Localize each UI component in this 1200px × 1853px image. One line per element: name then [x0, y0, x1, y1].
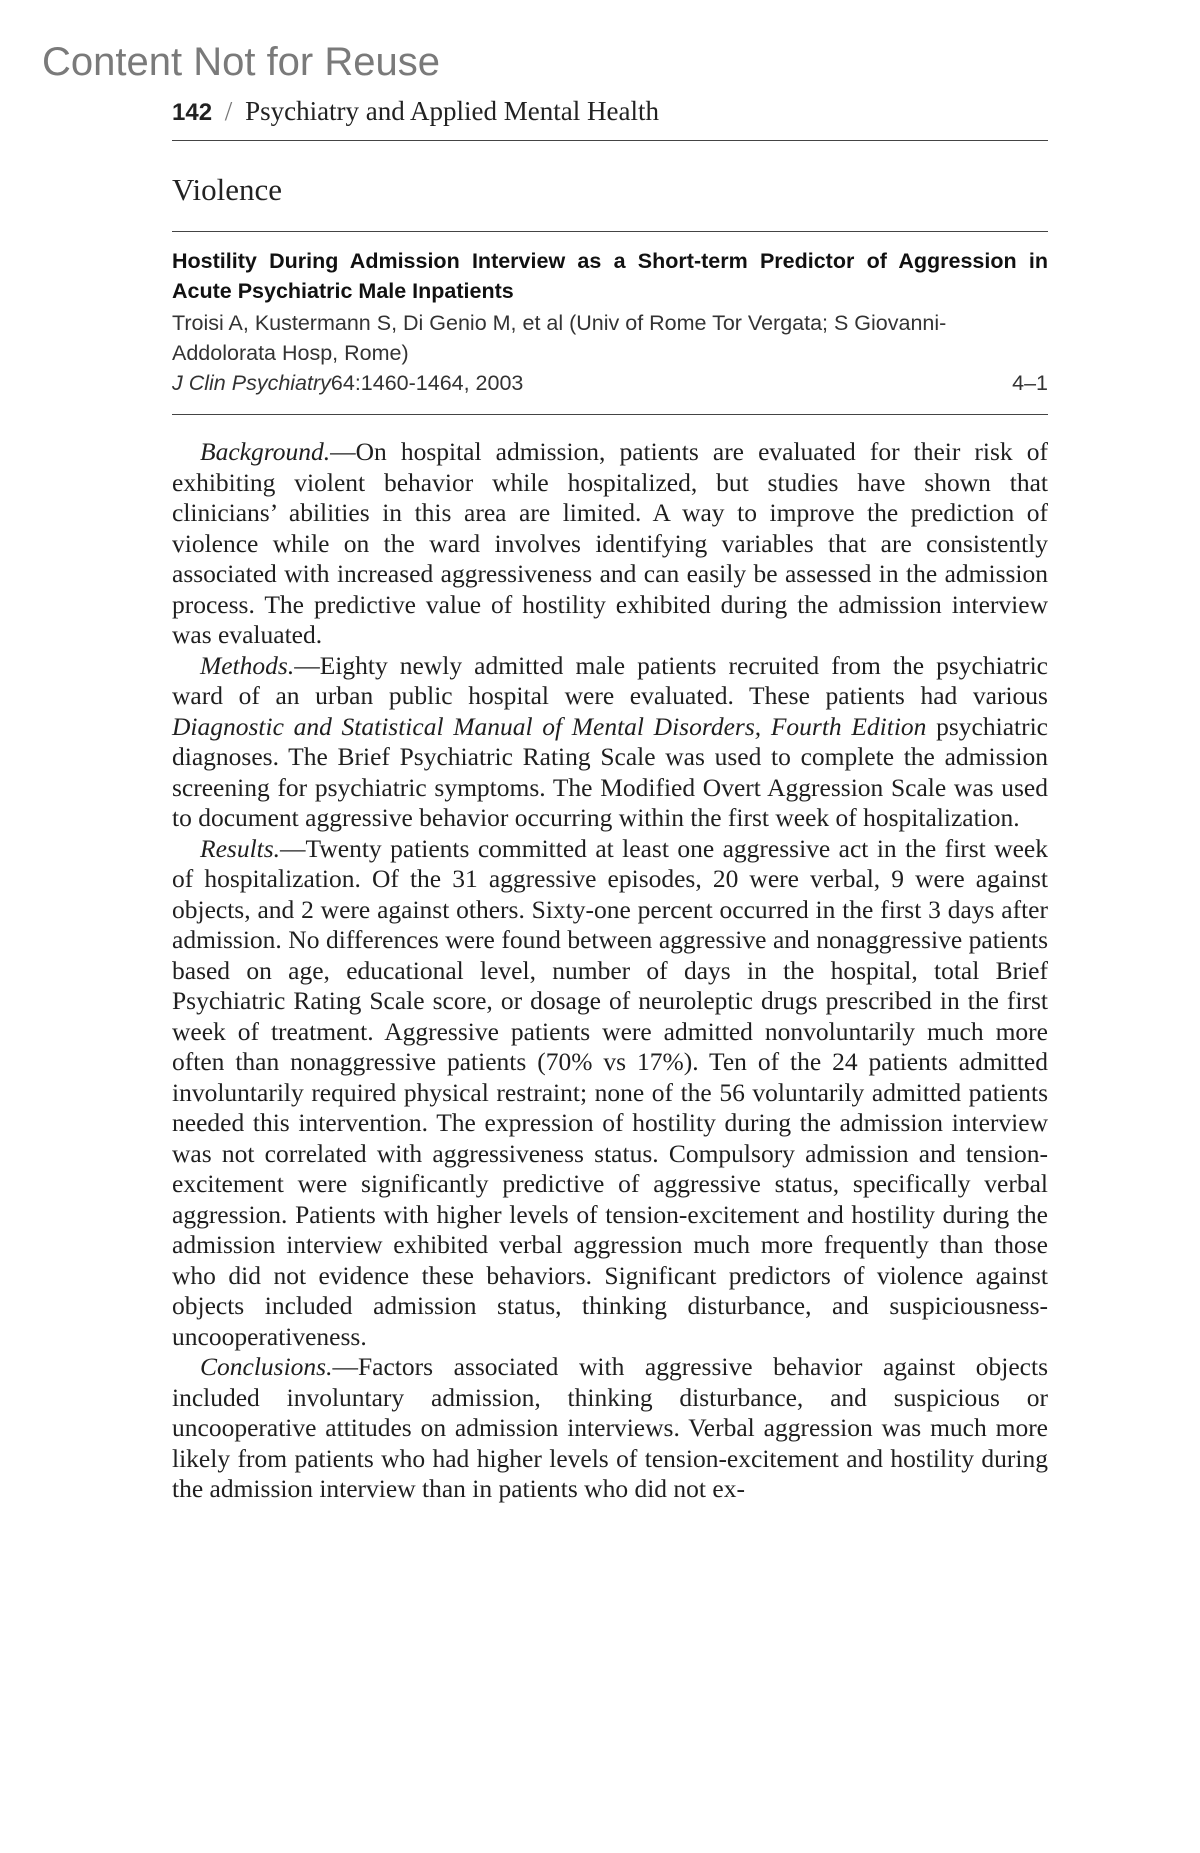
results-label: Results. [200, 833, 281, 863]
page-number: 142 [172, 99, 213, 126]
results-text: —Twenty patients committed at least one aggressive act in the first week of hospitalization. Of the 31 aggressive episodes, 20 were verbal, 9 were against objects, and 2 were against others. Sixty-one percent occurred in the first 3 days after admission. No differences were found between aggressive and nonaggressive patients based on age, educational level, number of days in the hospital, total Brief Psychiatric Rating Scale score, or dosage of neuroleptic drugs prescribed in the first week of treatment. Aggressive patients were admitted nonvoluntarily much more often than nonaggressive patients (70% vs 17%). Ten of the 24 patients admitted involuntarily required physical restraint; none of the 56 voluntarily admitted patients needed this intervention. The expression of hostility during the admission interview was not correlated with aggressiveness status. Compulsory admission and tension-excitement were significantly predictive of aggressive status, specifically verbal aggression. Patients with higher levels of tension-excitement and hostility during the admission interview exhibited verbal aggression much more frequently than those who did not evidence these behaviors. Significant predictors of violence against objects included admission status, thinking disturbance, and suspiciousness-uncooperativeness. [172, 833, 1048, 1351]
journal-line [172, 368, 1048, 398]
section-rule-bottom [172, 414, 1048, 415]
conclusions-text: —Factors associated with aggressive behavior against objects included involuntary admission, thinking disturbance, and suspicious or uncooperative attitudes on admission interviews. Verbal aggression was much more likely from patients who had higher levels of tension-excitement and hostility during the admission interview than in patients who did not ex- [172, 1352, 1048, 1503]
background-text: —On hospital admission, patients are evaluated for their risk of exhibiting violent behavior while hospitalized, but studies have shown that clinicians’ abilities in this area are limited. A way to improve the prediction of violence while on the ward involves identifying variables that are consistently associated with increased aggressiveness and can easily be assessed in the admission process. The predictive value of hostility exhibited during the admission interview was evaluated. [172, 437, 1048, 649]
running-header [172, 96, 1048, 141]
methods-label: Methods. [200, 650, 295, 680]
watermark-text: Content Not for Reuse [42, 40, 440, 84]
methods-italic-title: Diagnostic and Statistical Manual of Mental Disorders, Fourth Edition [172, 711, 927, 741]
background-label: Background. [200, 437, 331, 466]
journal-reference [172, 368, 523, 398]
abstract-results [172, 834, 1048, 1353]
book-title: Psychiatry and Applied Mental Health [245, 96, 659, 126]
header-separator: / [224, 96, 233, 126]
abstract-conclusions [172, 1352, 1048, 1505]
journal-citation: 64:1460-1464, 2003 [330, 371, 524, 395]
journal-name: J Clin Psychiatry [172, 371, 331, 395]
abstract-methods [172, 651, 1048, 834]
abstract-background [172, 437, 1048, 651]
page-content [172, 96, 1048, 1505]
article-authors: Troisi A, Kustermann S, Di Genio M, et al (Univ of Rome Tor Vergata; S Giovanni-Addolorata Hosp, Rome) [172, 311, 947, 365]
section-title: Violence [172, 172, 283, 207]
article-code: 4–1 [1012, 371, 1048, 395]
conclusions-label: Conclusions. [200, 1352, 333, 1381]
abstract [172, 437, 1048, 1505]
article-title: Hostility During Admission Interview as a Short-term Predictor of Aggression in Acute Psychiatric Male Inpatients [172, 249, 1048, 303]
article-citation-block [172, 232, 1048, 414]
methods-text-1: —Eighty newly admitted male patients recruited from the psychiatric ward of an urban public hospital were evaluated. These patients had various [172, 650, 1048, 710]
methods-text-2: psychiatric diagnoses. The Brief Psychiatric Rating Scale was used to complete the admission screening for psychiatric symptoms. The Modified Overt Aggression Scale was used to document aggressive behavior occurring within the first week of hospitalization. [172, 711, 1048, 832]
